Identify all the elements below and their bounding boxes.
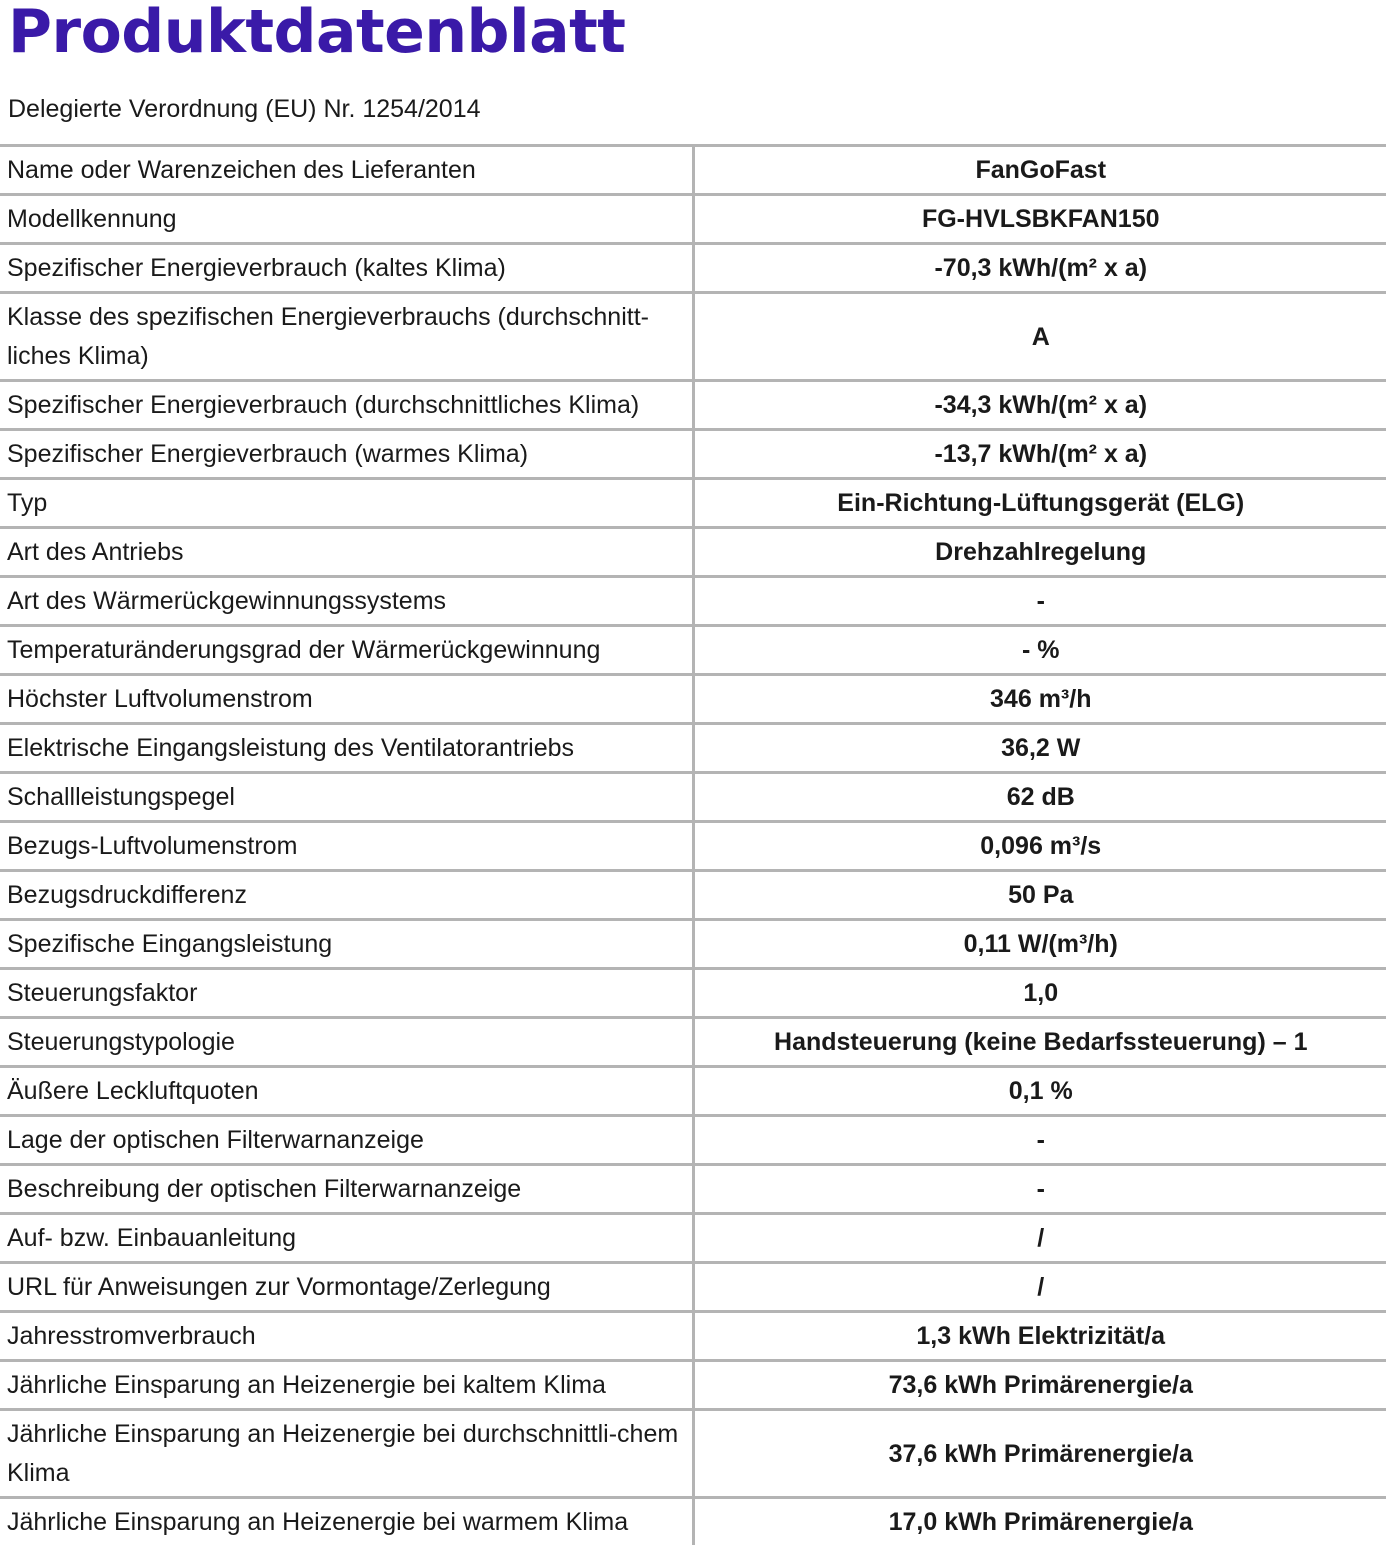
row-value: - — [693, 1165, 1386, 1214]
row-label: Bezugs-Luftvolumenstrom — [0, 822, 693, 871]
table-row — [0, 1410, 1386, 1498]
row-label: Spezifische Eingangsleistung — [0, 920, 693, 969]
row-value: FanGoFast — [693, 146, 1386, 195]
row-label: Steuerungsfaktor — [0, 969, 693, 1018]
row-value: 346 m³/h — [693, 675, 1386, 724]
row-value: Ein-Richtung-Lüftungsgerät (ELG) — [693, 479, 1386, 528]
row-label: Klasse des spezifischen Energieverbrauchs (durchschnitt-liches Klima) — [0, 293, 693, 381]
row-label: Spezifischer Energieverbrauch (kaltes Klima) — [0, 244, 693, 293]
row-value: FG-HVLSBKFAN150 — [693, 195, 1386, 244]
row-label: Äußere Leckluftquoten — [0, 1067, 693, 1116]
row-value: 73,6 kWh Primärenergie/a — [693, 1361, 1386, 1410]
row-value: - — [693, 577, 1386, 626]
row-label: URL für Anweisungen zur Vormontage/Zerlegung — [0, 1263, 693, 1312]
table-row — [0, 1263, 1386, 1312]
row-label: Auf- bzw. Einbauanleitung — [0, 1214, 693, 1263]
row-value: A — [693, 293, 1386, 381]
row-value: -34,3 kWh/(m² x a) — [693, 381, 1386, 430]
row-label: Steuerungstypologie — [0, 1018, 693, 1067]
row-value: / — [693, 1214, 1386, 1263]
table-row — [0, 1214, 1386, 1263]
row-value: 0,11 W/(m³/h) — [693, 920, 1386, 969]
row-value: 50 Pa — [693, 871, 1386, 920]
row-label: Art des Wärmerückgewinnungssystems — [0, 577, 693, 626]
table-row — [0, 1165, 1386, 1214]
row-value: 17,0 kWh Primärenergie/a — [693, 1498, 1386, 1545]
table-row — [0, 822, 1386, 871]
table-row — [0, 244, 1386, 293]
row-value: - % — [693, 626, 1386, 675]
table-row — [0, 1312, 1386, 1361]
table-row — [0, 146, 1386, 195]
table-row — [0, 479, 1386, 528]
row-value: 1,3 kWh Elektrizität/a — [693, 1312, 1386, 1361]
table-row — [0, 1498, 1386, 1545]
table-row — [0, 577, 1386, 626]
table-row — [0, 724, 1386, 773]
table-row — [0, 430, 1386, 479]
row-value: 0,096 m³/s — [693, 822, 1386, 871]
row-value: 0,1 % — [693, 1067, 1386, 1116]
table-row — [0, 381, 1386, 430]
row-value: 36,2 W — [693, 724, 1386, 773]
row-value: / — [693, 1263, 1386, 1312]
row-value: 37,6 kWh Primärenergie/a — [693, 1410, 1386, 1498]
table-row — [0, 675, 1386, 724]
table-row — [0, 626, 1386, 675]
table-row — [0, 920, 1386, 969]
table-row — [0, 773, 1386, 822]
row-label: Jährliche Einsparung an Heizenergie bei warmem Klima — [0, 1498, 693, 1545]
row-label: Spezifischer Energieverbrauch (durchschnittliches Klima) — [0, 381, 693, 430]
row-label: Jahresstromverbrauch — [0, 1312, 693, 1361]
table-row — [0, 1361, 1386, 1410]
row-label: Jährliche Einsparung an Heizenergie bei kaltem Klima — [0, 1361, 693, 1410]
table-row — [0, 969, 1386, 1018]
regulation-subtitle: Delegierte Verordnung (EU) Nr. 1254/2014 — [8, 92, 481, 126]
row-label: Name oder Warenzeichen des Lieferanten — [0, 146, 693, 195]
row-value: -13,7 kWh/(m² x a) — [693, 430, 1386, 479]
row-label: Temperaturänderungsgrad der Wärmerückgewinnung — [0, 626, 693, 675]
table-row — [0, 1018, 1386, 1067]
row-label: Bezugsdruckdifferenz — [0, 871, 693, 920]
table-row — [0, 1067, 1386, 1116]
row-value: Drehzahlregelung — [693, 528, 1386, 577]
row-label: Jährliche Einsparung an Heizenergie bei durchschnittli-chem Klima — [0, 1410, 693, 1498]
row-label: Art des Antriebs — [0, 528, 693, 577]
row-label: Lage der optischen Filterwarnanzeige — [0, 1116, 693, 1165]
page-title: Produktdatenblatt — [8, 0, 625, 68]
row-label: Schallleistungspegel — [0, 773, 693, 822]
row-label: Beschreibung der optischen Filterwarnanzeige — [0, 1165, 693, 1214]
table-row — [0, 871, 1386, 920]
row-value: Handsteuerung (keine Bedarfssteuerung) – 1 — [693, 1018, 1386, 1067]
row-label: Modellkennung — [0, 195, 693, 244]
table-row — [0, 528, 1386, 577]
table-row — [0, 195, 1386, 244]
row-label: Elektrische Eingangsleistung des Ventilatorantriebs — [0, 724, 693, 773]
row-value: - — [693, 1116, 1386, 1165]
table-row — [0, 1116, 1386, 1165]
row-label: Typ — [0, 479, 693, 528]
row-value: 62 dB — [693, 773, 1386, 822]
product-data-table — [0, 144, 1386, 1545]
row-label: Spezifischer Energieverbrauch (warmes Klima) — [0, 430, 693, 479]
table-row — [0, 293, 1386, 381]
row-value: -70,3 kWh/(m² x a) — [693, 244, 1386, 293]
row-label: Höchster Luftvolumenstrom — [0, 675, 693, 724]
row-value: 1,0 — [693, 969, 1386, 1018]
